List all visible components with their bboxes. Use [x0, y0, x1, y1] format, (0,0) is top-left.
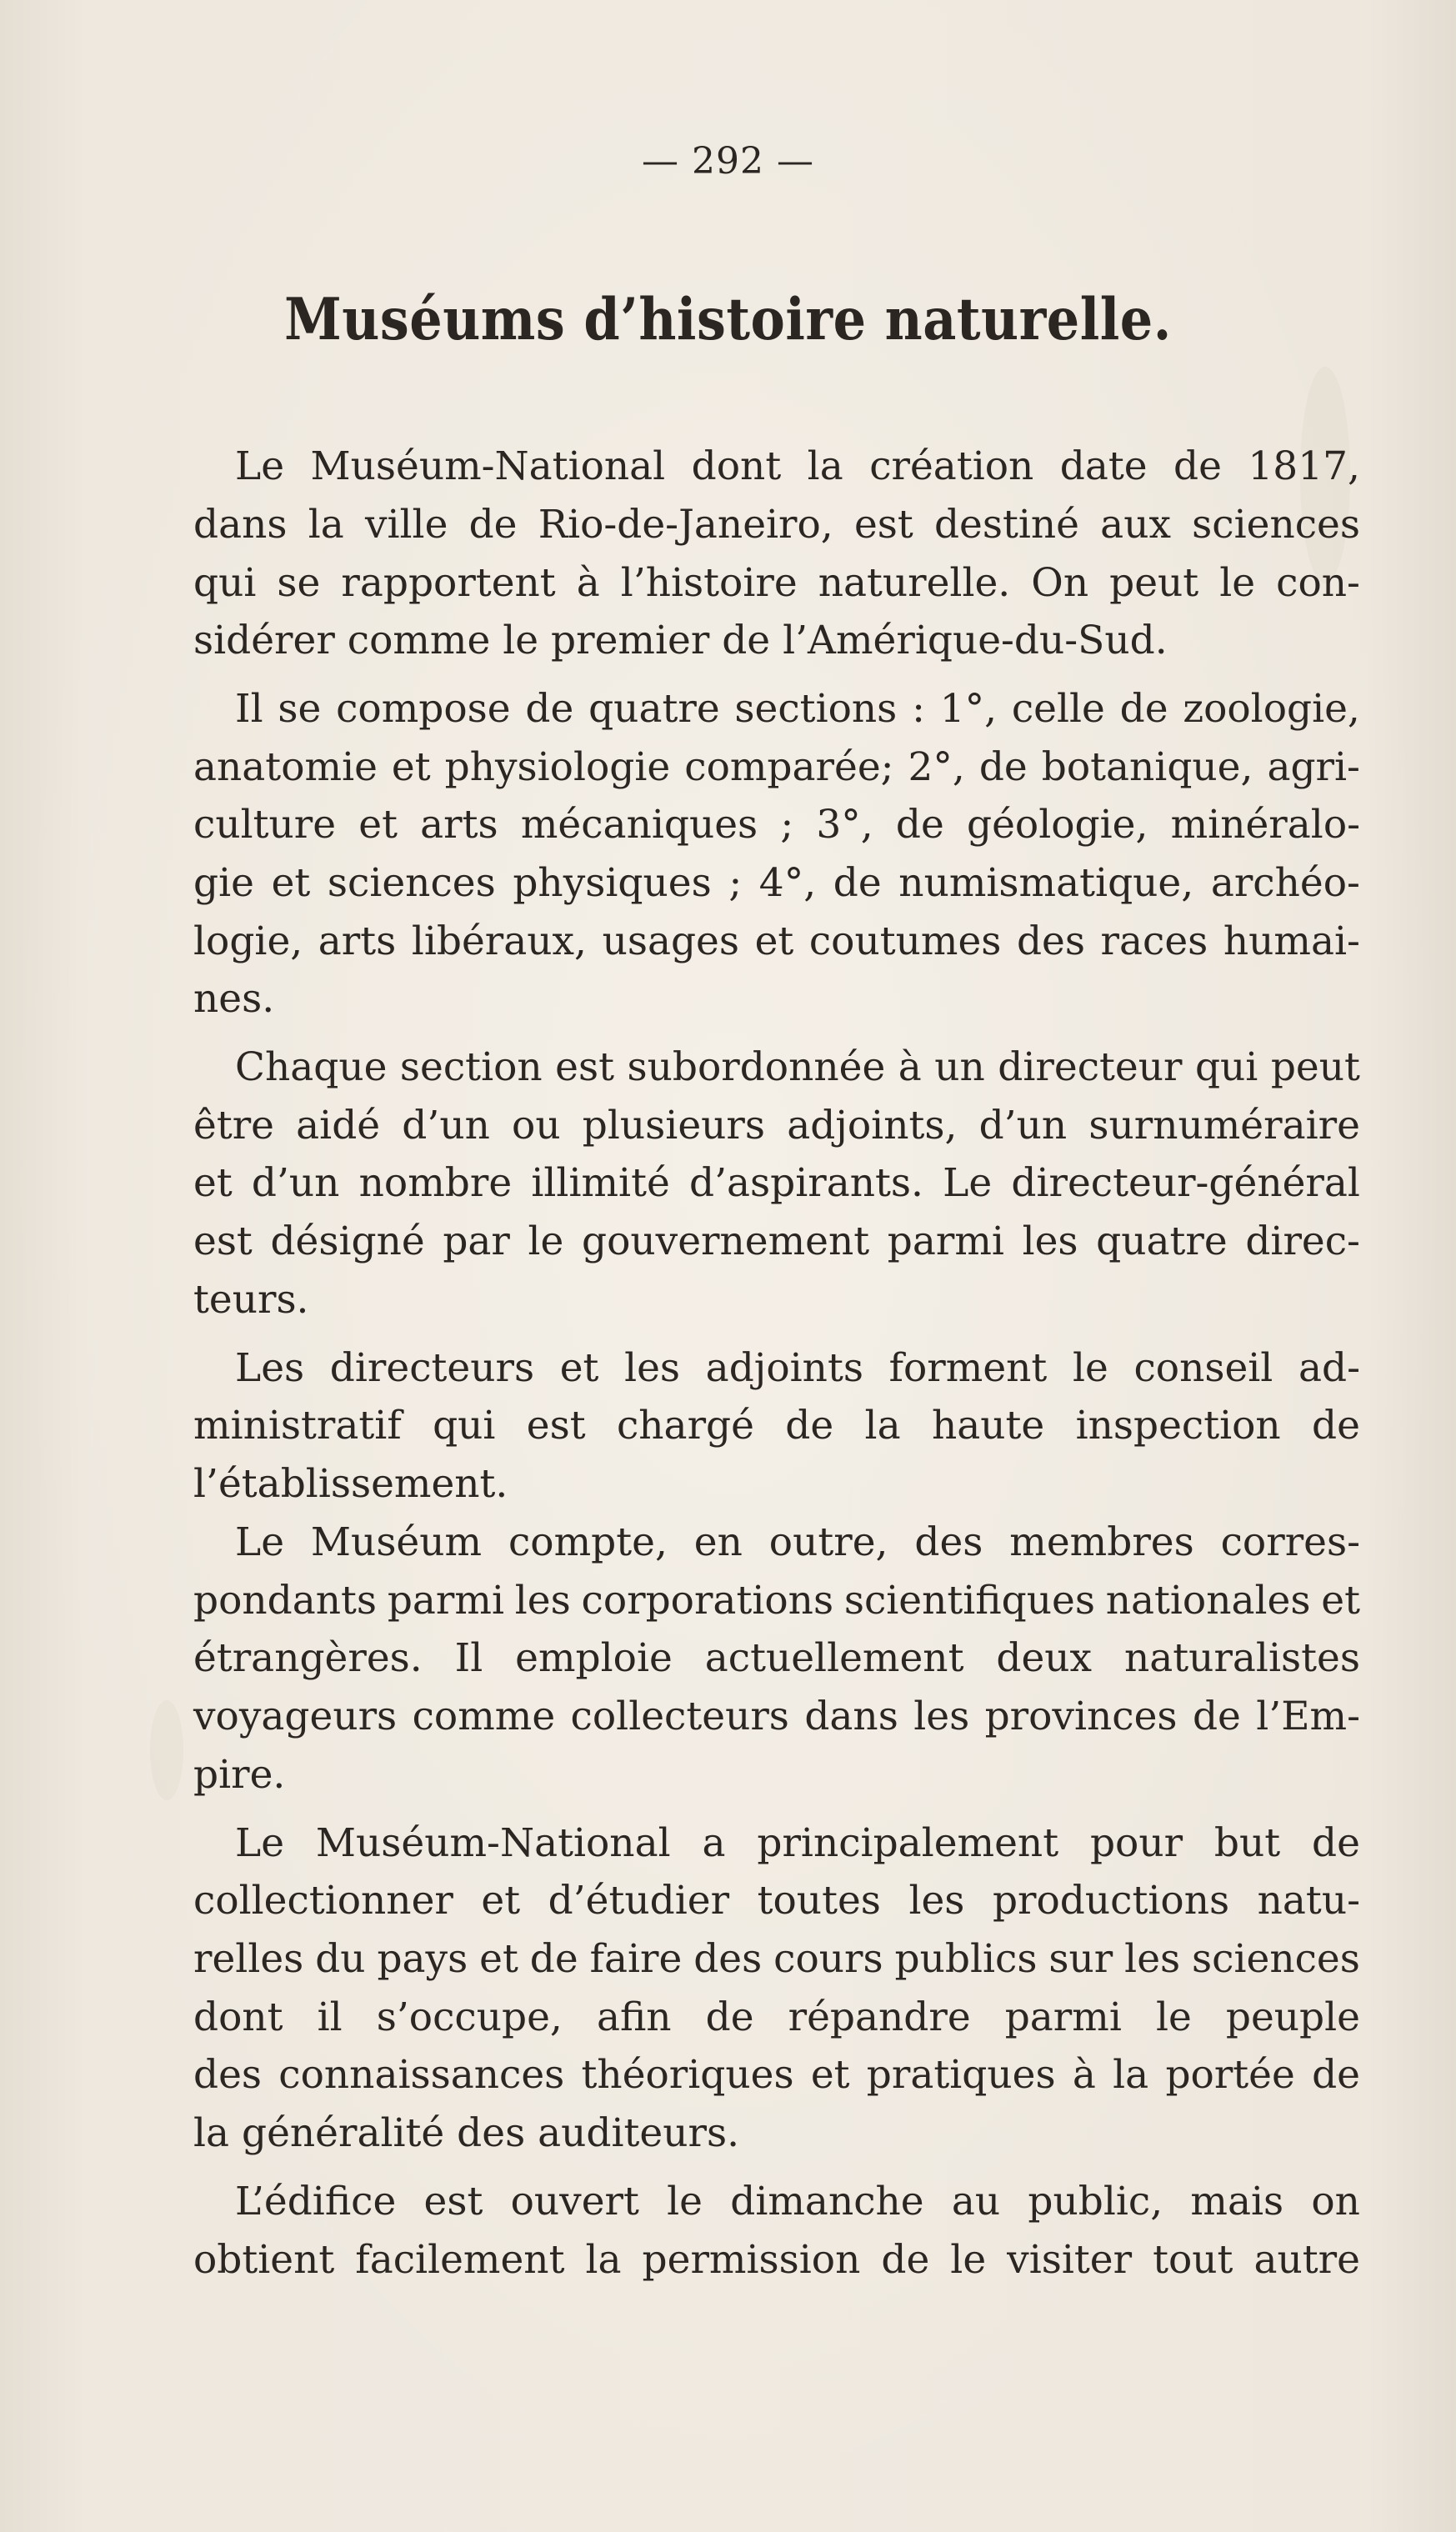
- text-line: nes.: [193, 976, 275, 1022]
- text-line: logie, arts libéraux, usages et coutumes des races humai-: [193, 918, 1360, 964]
- text-line: Le Muséum compte, en outre, des membres corres-: [235, 1519, 1360, 1565]
- text-line: collectionner et d’étudier toutes les productions natu-: [193, 1878, 1360, 1924]
- text-line: sidérer comme le premier de l’Amérique-du-Sud.: [193, 618, 1168, 663]
- text-line: pondants parmi les corporations scientifiques nationales et: [193, 1578, 1360, 1624]
- text-line: l’établissement.: [193, 1461, 508, 1507]
- text-line: relles du pays et de faire des cours publics sur les sciences: [193, 1936, 1360, 1982]
- text-line: ministratif qui est chargé de la haute inspection de: [193, 1403, 1360, 1449]
- text-line: des connaissances théoriques et pratiques à la portée de: [193, 2052, 1360, 2098]
- text-line: pire.: [193, 1752, 286, 1798]
- text-line: Il se compose de quatre sections : 1°, celle de zoologie,: [235, 686, 1360, 732]
- text-line: Chaque section est subordonnée à un directeur qui peut: [235, 1044, 1360, 1090]
- text-line: gie et sciences physiques ; 4°, de numismatique, archéo-: [193, 860, 1360, 906]
- text-line: obtient facilement la permission de le visiter tout autre: [193, 2237, 1360, 2283]
- text-line: qui se rapportent à l’histoire naturelle. On peut le con-: [193, 560, 1360, 606]
- text-line: voyageurs comme collecteurs dans les provinces de l’Em-: [193, 1694, 1360, 1739]
- text-line: la généralité des auditeurs.: [193, 2110, 740, 2156]
- text-line: Les directeurs et les adjoints forment le conseil ad-: [235, 1345, 1360, 1391]
- text-line: dans la ville de Rio-de-Janeiro, est destiné aux sciences: [193, 502, 1360, 548]
- text-line: anatomie et physiologie comparée; 2°, de botanique, agri-: [193, 744, 1360, 790]
- page-title: Muséums d’histoire naturelle.: [284, 285, 1172, 353]
- text-line: dont il s’occupe, afin de répandre parmi le peuple: [193, 1994, 1360, 2040]
- text-line: Le Muséum-National dont la création date de 1817,: [235, 443, 1360, 489]
- text-line: teurs.: [193, 1277, 309, 1323]
- paper-stain: [150, 1700, 183, 1800]
- text-line: et d’un nombre illimité d’aspirants. Le directeur-général: [193, 1160, 1360, 1206]
- text-line: être aidé d’un ou plusieurs adjoints, d’un surnuméraire: [193, 1103, 1360, 1148]
- text-line: culture et arts mécaniques ; 3°, de géologie, minéralo-: [193, 802, 1360, 848]
- text-line: est désigné par le gouvernement parmi les quatre direc-: [193, 1218, 1360, 1264]
- text-line: étrangères. Il emploie actuellement deux naturalistes: [193, 1635, 1360, 1681]
- page-number: — 292 —: [642, 140, 814, 183]
- text-line: L’édifice est ouvert le dimanche au public, mais on: [235, 2179, 1360, 2224]
- text-line: Le Muséum-National a principalement pour but de: [235, 1820, 1360, 1866]
